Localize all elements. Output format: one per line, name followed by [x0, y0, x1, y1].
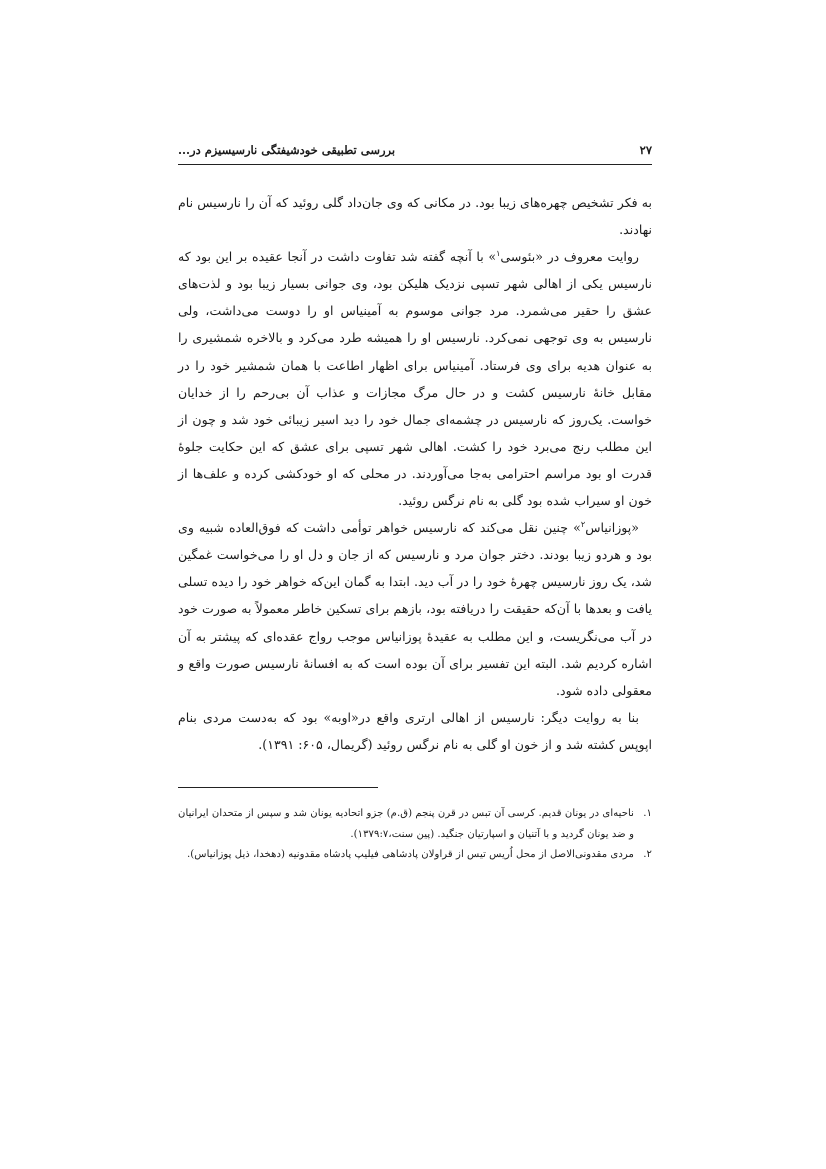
footnote-marker: ۲: [580, 519, 586, 529]
footnote-number: ۲.: [643, 849, 652, 860]
page-content: [178, 140, 652, 860]
paragraph-text: » با آنچه گفته شد تفاوت داشت در آنجا عقیده بر این بود که نارسیس یکی از اهالی شهر تسپی نزدیک هلیکن بود، وی جوانی بسیار زیبا بود و لذت‌های عشق را حقیر می‌شمرد. مرد جوانی موسوم به آمینیاس او را دوست می‌داشت، ولی نارسیس به وی توجهی نمی‌کرد. نارسیس او را همیشه طرد می‌کرد و بالاخره شمشیری را به عنوان هدیه برای وی فرستاد. آمینیاس برای اظهار اطاعت با همان شمشیر خود را در مقابل خانهٔ نارسیس کشت و در حال مرگ مجازات و عذاب آن بی‌رحم را از خدایان خواست. یک‌روز که نارسیس در چشمه‌ای جمال خود را دید اسیر زیبائی خود شد و چون از این مطلب رنج می‌برد خود را کشت. اهالی شهر تسپی برای عشق که این حکایت جلوهٔ قدرت او بود مراسم احترامی به‌جا می‌آوردند. در محلی که او خودکشی کرده و علف‌ها از خون او سیراب شده بود گلی به نام نرگس روئید.: [178, 249, 652, 509]
footnote-text: مردی مقدونی‌الاصل از محل اُریس تیس از قراولان پادشاهی فیلیپ پادشاه مقدونیه (دهخدا، ذیل پوزانیاس).: [187, 849, 634, 860]
footnote: [178, 804, 652, 845]
paragraph-text: » چنین نقل می‌کند که نارسیس خواهر توأمی داشت که فوق‌العاده شبیه وی بود و هردو زیبا بودند. دختر جوان مرد و نارسیس که از جان و دل او را می‌خواست غمگین شد، یک روز نارسیس چهرهٔ خود را در آب دید. ابتدا به گمان این‌که خواهر خود را دیده تسلی یافت و بعدها با آن‌که حقیقت را دریافته بود، بازهم برای تسکین خاطر معمولاً به صورت خود در آب می‌نگریست، و این مطلب به عقیدهٔ پوزانیاس موجب رواج عقده‌ای که پیشتر به آن اشاره کردیم شد. البته این تفسیر برای آن بوده است که به افسانهٔ نارسیس صورت واقع و معقولی داده شود.: [178, 520, 652, 698]
footnote-text: ناحیه‌ای در یونان قدیم. کرسی آن تبس در قرن پنجم (ق.م) جزو اتحادیه یونان شد و سپس از متحدان ایرانیان و ضد یونان گردید و با آتنیان و اسپارتیان جنگید. (پین سنت،۱۳۷۹:۷).: [178, 808, 634, 840]
page-header: [178, 140, 652, 165]
body-text: [178, 189, 652, 758]
footnote: [178, 845, 652, 866]
paragraph-text: «پوزانیاس: [585, 520, 639, 536]
paragraph: [178, 514, 652, 704]
paragraph: [178, 243, 652, 514]
paragraph: بنا به روایت دیگر: نارسیس از اهالی ارتری واقع در«اوبه» بود که به‌دست مردی بنام اپوپس کشته شد و از خون او گلی به نام نرگس روئید (گریمال، ۶۰۵: ۱۳۹۱).: [178, 709, 652, 752]
footnotes: [178, 804, 652, 866]
running-title: بررسی تطبیقی خودشیفتگی نارسیسیزم در...: [178, 143, 396, 157]
paragraph: به فکر تشخیص چهره‌های زیبا بود. در مکانی که وی جان‌داد گلی روئید که آن را نارسیس نام نهادند.: [178, 195, 652, 238]
footnote-number: ۱.: [643, 808, 652, 819]
footnote-marker: ۱: [496, 249, 501, 258]
footnote-divider: [178, 787, 378, 788]
paragraph-text: روایت معروف در «بئوسی: [500, 249, 639, 265]
page-number: ۲۷: [639, 143, 652, 157]
